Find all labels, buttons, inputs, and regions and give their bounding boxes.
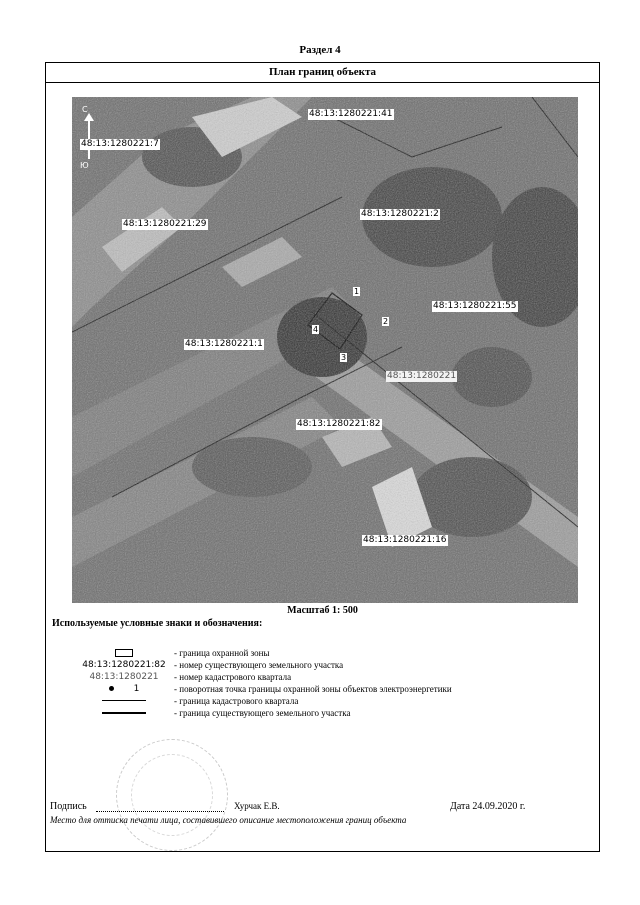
- signature-line: [96, 811, 224, 812]
- parcel-boundary-symbol-icon: [76, 707, 172, 719]
- stamp-note: Место для оттиска печати лица, составившего описание местоположения границ объекта: [50, 815, 407, 825]
- quarter-number-sample: 48:13:1280221: [89, 672, 159, 682]
- parcel-label: 48:13:1280221:55: [433, 301, 517, 311]
- parcel-number-sample: 48:13:1280221:82: [82, 660, 166, 670]
- guard-zone-symbol-icon: [76, 647, 172, 659]
- parcel-label: 48:13:1280221:2: [361, 209, 439, 219]
- document-frame: [45, 62, 600, 852]
- turning-point-symbol: 1: [76, 683, 172, 695]
- parcel-label: 48:13:1280221:1: [185, 339, 263, 349]
- map-imagery: [72, 97, 578, 603]
- north-label: С: [82, 105, 88, 114]
- south-label: Ю: [80, 161, 89, 170]
- north-arrow-shaft: [88, 115, 90, 159]
- aerial-map: [72, 97, 578, 603]
- legend-item: 48:13:1280221:82 - номер существующего земельного участка: [46, 659, 599, 671]
- parcel-label: 48:13:1280221:41: [309, 109, 393, 119]
- legend-item: - граница охранной зоны: [46, 647, 599, 659]
- seal-stamp: [116, 739, 228, 851]
- map-scale: Масштаб 1: 500: [287, 605, 358, 616]
- signer-name: Хурчак Е.В.: [234, 801, 280, 811]
- parcel-label: 48:13:1280221:29: [123, 219, 207, 229]
- point-dot-icon: [109, 686, 114, 691]
- turning-point-label: 3: [341, 353, 347, 362]
- quarter-label: 48:13:1280221: [387, 371, 457, 381]
- signature-label: Подпись: [50, 801, 87, 812]
- legend-item: 48:13:1280221 - номер кадастрового квартала: [46, 671, 599, 683]
- legend-item: 1 - поворотная точка границы охранной зоны объектов электроэнергетики: [46, 683, 599, 695]
- legend-item: - граница существующего земельного участка: [46, 707, 599, 719]
- signature-date: Дата 24.09.2020 г.: [450, 801, 526, 812]
- parcel-label: 48:13:1280221:7: [81, 139, 159, 149]
- parcel-label: 48:13:1280221:16: [363, 535, 447, 545]
- legend-title: Используемые условные знаки и обозначения:: [52, 618, 263, 629]
- turning-point-label: 2: [383, 317, 389, 326]
- plan-title: План границ объекта: [46, 63, 599, 83]
- parcel-label: 48:13:1280221:82: [297, 419, 381, 429]
- turning-point-label: 1: [354, 287, 360, 296]
- section-title: Раздел 4: [299, 44, 341, 56]
- north-arrow: [82, 105, 98, 171]
- legend-item: - граница кадастрового квартала: [46, 695, 599, 707]
- quarter-boundary-symbol-icon: [76, 695, 172, 707]
- turning-point-label: 4: [313, 325, 319, 334]
